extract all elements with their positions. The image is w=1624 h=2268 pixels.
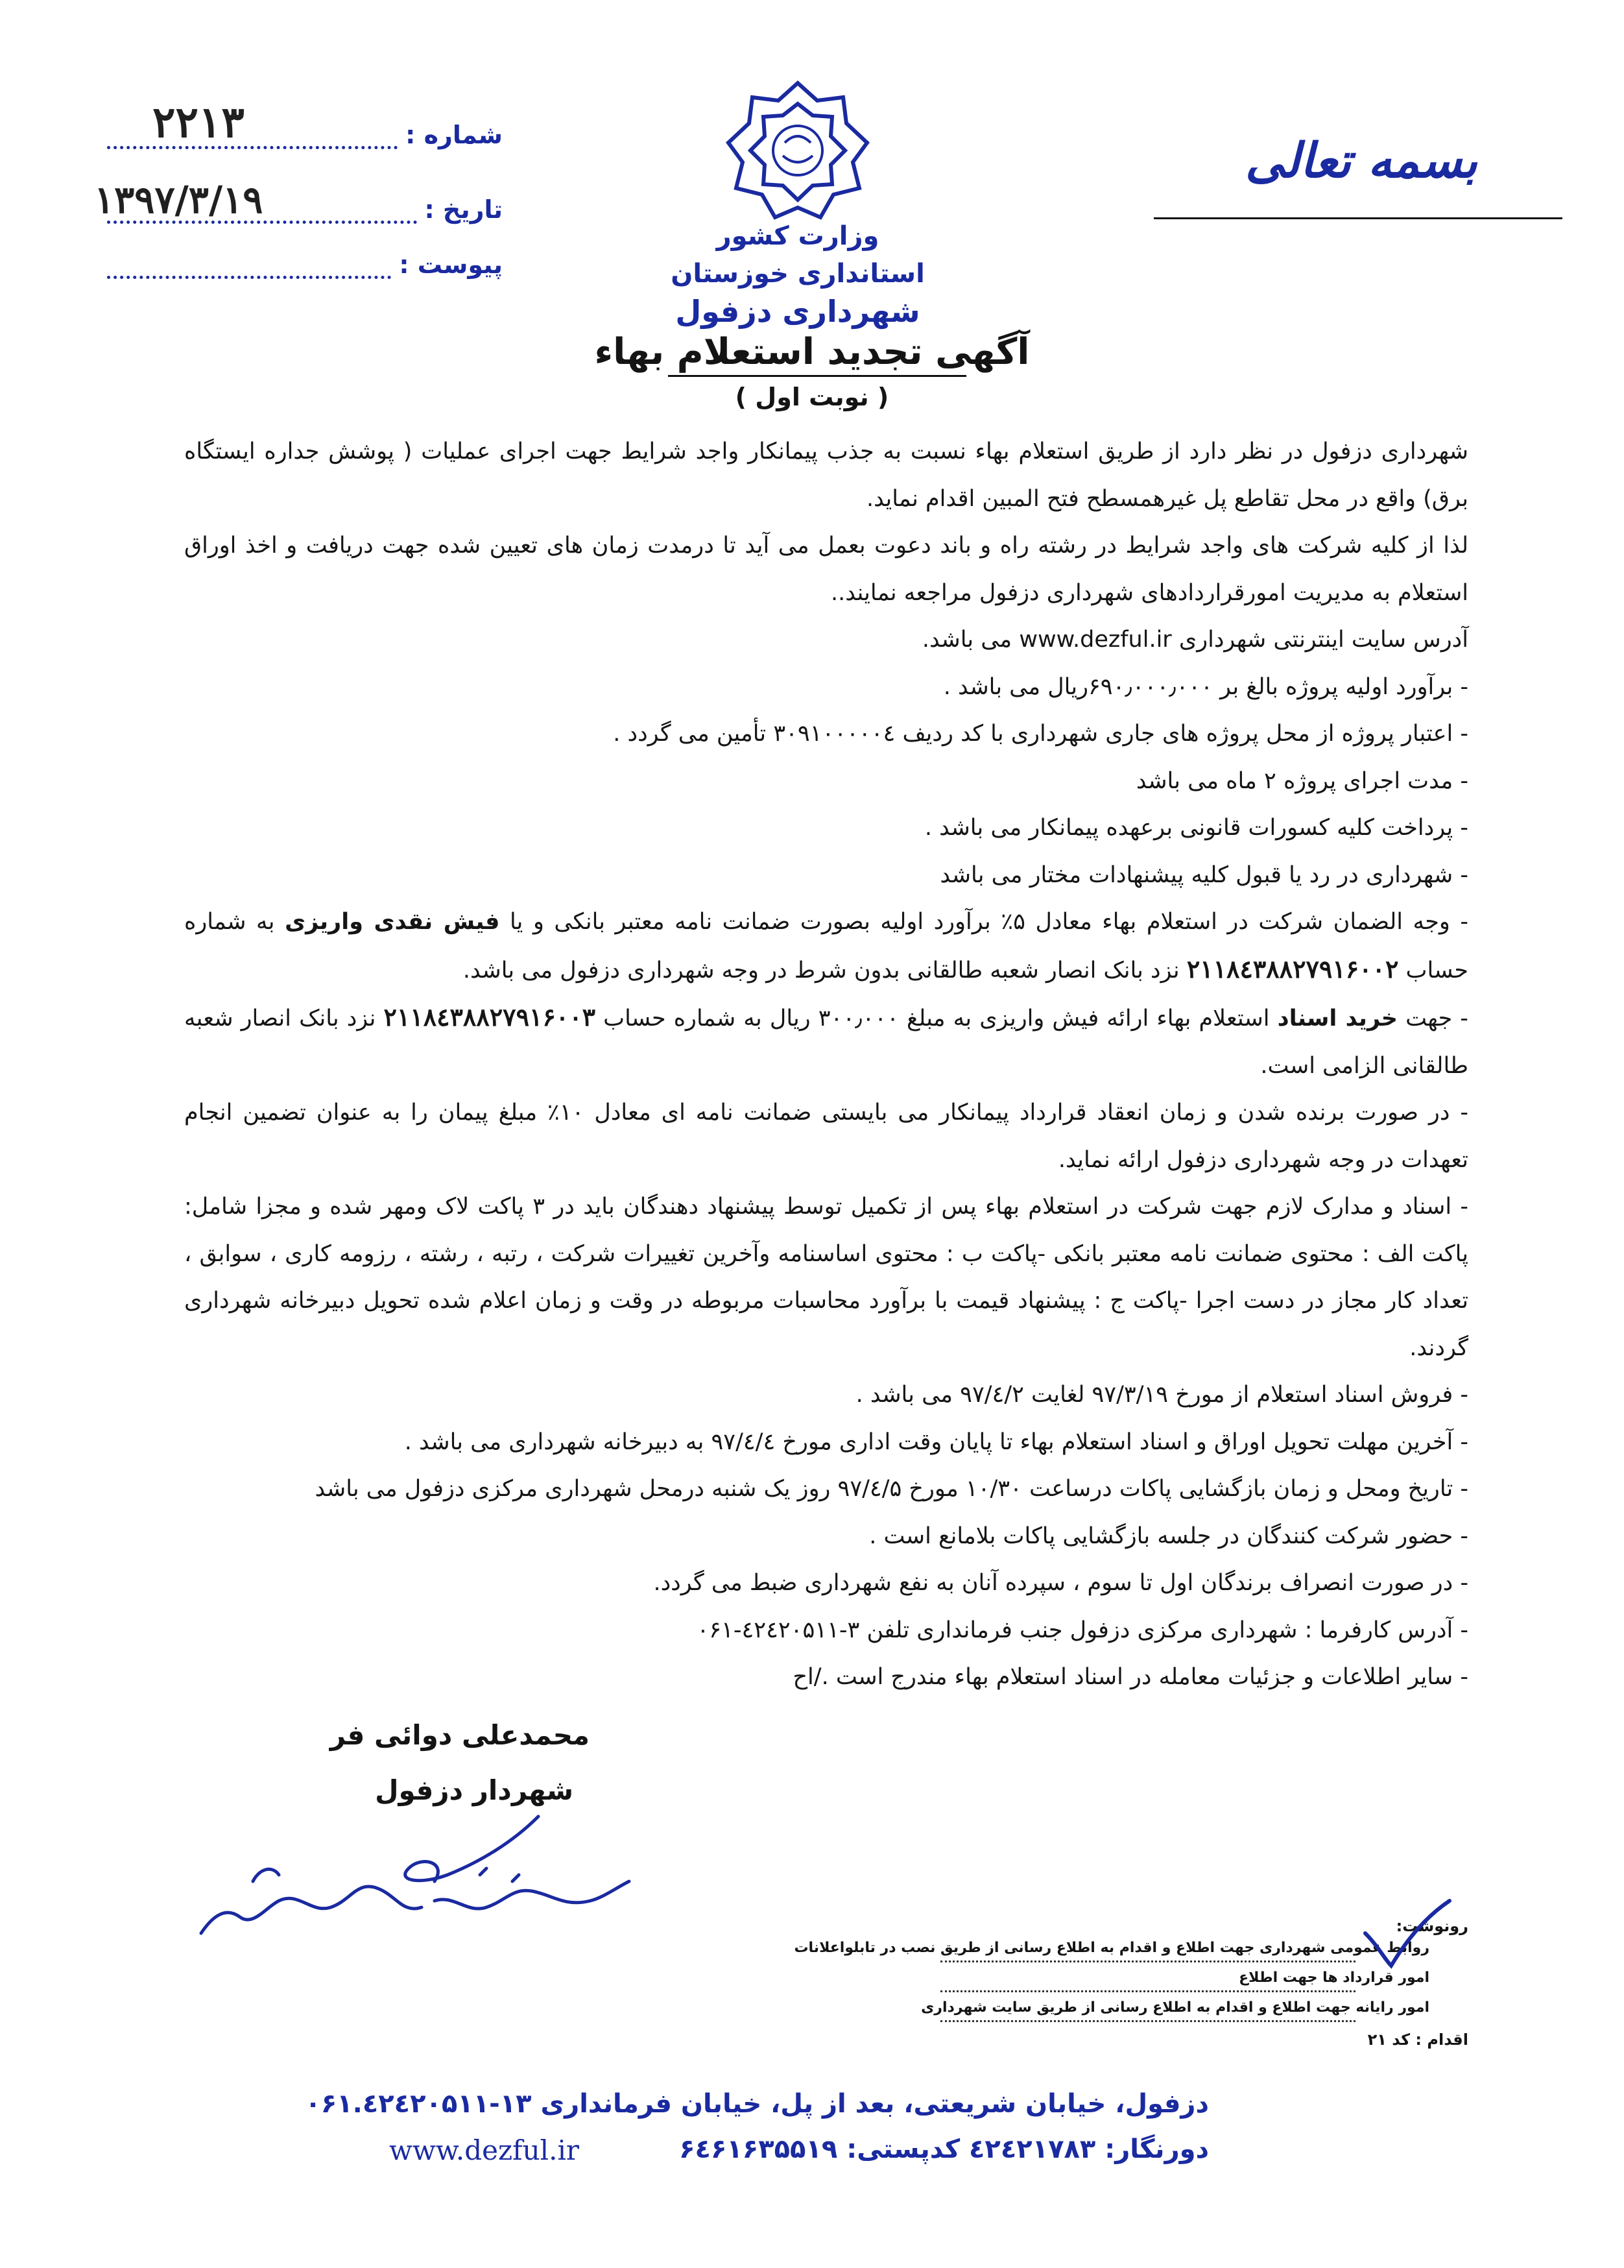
item-opening: - تاریخ ومحل و زمان بازگشایی پاکات درساعت ۱۰/۳۰ مورخ ۹۷/٤/۵ روز یک شنبه درمحل شهرداری مرکزی دزفول می باشد <box>315 1476 1468 1502</box>
footer-address: دزفول، خیابان شریعتی، بعد از پل، خیابان فرمانداری ۱۳-۰۶۱.٤۲٤۲۰۵۱۱ <box>305 2089 1209 2119</box>
date-value: ۱۳۹۷/۳/۱۹ <box>94 178 263 222</box>
item-deductions: - پرداخت کلیه کسورات قانونی برعهده پیمانکار می باشد . <box>924 815 1468 841</box>
item-deadline: - آخرین مهلت تحویل اوراق و اسناد استعلام بهاء تا پایان وقت اداری مورخ ۹۷/٤/٤ به دبیرخانه شهرداری می باشد . <box>404 1429 1468 1455</box>
ministry-name: وزارت کشور <box>716 221 879 251</box>
copy-line-1 <box>940 1960 1355 1962</box>
handwritten-signature-icon <box>175 1804 642 1953</box>
purchase-text-a: - جهت <box>1405 1006 1468 1031</box>
guarantee-text-d: نزد بانک انصار شعبه طالقانی بدون شرط در وجه شهرداری دزفول می باشد. <box>462 957 1180 983</box>
municipality-emblem-icon <box>723 78 872 227</box>
signer-position: شهردار دزفول <box>375 1774 573 1806</box>
notice-title: آگهی تجدید استعلام بهاء <box>594 331 1030 373</box>
attachment-label: پیوست : <box>399 250 503 279</box>
copies-label: رونوشت: <box>1396 1917 1468 1935</box>
signer-name: محمدعلی دوائی فر <box>329 1719 590 1751</box>
guarantee-account-number: ۲۱۱۸٤۳۸۸۲۷۹۱۶۰۰۲ <box>1186 954 1399 983</box>
item-estimate: - برآورد اولیه پروژه بالغ بر ۶۹۰٫۰۰۰٫۰۰۰ریال می باشد . <box>943 673 1468 700</box>
bismillah-underline <box>1154 217 1562 219</box>
attachment-dots <box>107 251 391 279</box>
paragraph-website: آدرس سایت اینترنتی شهرداری www.dezful.ir می باشد. <box>922 627 1468 653</box>
governorate-name: استانداری خوزستان <box>671 259 925 289</box>
copy-item-contracts: امور قرارداد ها جهت اطلاع <box>1239 1970 1429 1986</box>
item-duration: - مدت اجرای پروژه ۲ ماه می باشد <box>1136 767 1468 794</box>
item-sale-period: - فروش اسناد استعلام از مورخ ۹۷/۳/۱۹ لغایت ۹۷/٤/۲ می باشد . <box>855 1382 1468 1408</box>
item-other-info: - سایر اطلاعات و جزئیات معامله در اسناد استعلام بهاء مندرج است ./اح <box>793 1664 1468 1690</box>
action-code: اقدام : کد ۲۱ <box>1367 2031 1468 2049</box>
guarantee-text-a: - وجه الضمان شرکت در استعلام بهاء معادل ۵٪ برآورد اولیه بصورت ضمانت نامه معتبر بانکی و یا <box>510 909 1468 935</box>
notice-round: ( نوبت اول ) <box>735 383 889 411</box>
purchase-account-number: ۲۱۱۸٤۳۸۸۲۷۹۱۶۰۰۳ <box>383 1002 596 1031</box>
item-funding: - اعتبار پروژه از محل پروژه های جاری شهرداری با کد ردیف ۳۰۹۱۰۰۰۰۰٤ تأمین می گردد . <box>613 721 1468 747</box>
attachment-row <box>107 240 503 279</box>
issuer-block <box>584 217 1012 330</box>
number-value: ۲۲۱۳ <box>152 97 245 147</box>
notice-body <box>184 428 1468 1701</box>
item-rights: - شهرداری در رد یا قبول کلیه پیشنهادات مختار می باشد <box>940 862 1468 888</box>
item-purchase-documents <box>184 994 1468 1089</box>
item-withdrawal: - در صورت انصراف برندگان اول تا سوم ، سپرده آنان به نفع شهرداری ضبط می گردد. <box>653 1570 1468 1596</box>
item-attendance: - حضور شرکت کنندگان در جلسه بازگشایی پاکات بلامانع است . <box>869 1523 1468 1549</box>
guarantee-cash-receipt: فیش نقدی واریزی <box>285 909 500 935</box>
guarantee-text-c: به شماره حساب <box>184 909 1468 983</box>
item-performance-bond: - در صورت برنده شدن و زمان انعقاد قرارداد پیمانکار می بایستی ضمانت نامه ای معادل ۱۰٪ مبلغ پیمان را به عنوان تضمین انجام تعهدات در وجه شهرداری دزفول ارائه نماید. <box>184 1100 1468 1173</box>
purchase-text-c: استعلام بهاء ارائه فیش واریزی به مبلغ ۳۰۰٫۰۰۰ ریال به شماره حساب <box>603 1006 1270 1031</box>
municipality-name: شهرداری دزفول <box>675 294 920 329</box>
item-envelopes: - اسناد و مدارک لازم جهت شرکت در استعلام بهاء پس از تکمیل توسط پیشنهاد دهندگان باید در ۳ پاکت لاک ومهر شده و مجزا شامل: پاکت الف : محتوی ضمانت نامه معتبر بانکی -پاکت ب : محتوی اساسنامه وآخرین تغییرات شرکت ، رتبه ، رشته ، رزومه کاری ، سوابق ، تعداد کار مجاز در دست اجرا -پاکت ج : پیشنهاد قیمت با برآورد محاسبات مربوطه در وقت و زمان اعلام شده تحویل دبیرخانه شهرداری گردند. <box>184 1194 1469 1361</box>
paragraph-invitation: لذا از کلیه شرکت های واجد شرایط در رشته راه و باند دعوت بعمل می آید تا درمدت زمان های تعیین شده جهت دریافت و اخذ اوراق استعلام به مدیریت امورقراردادهای شهرداری دزفول مراجعه نمایند.. <box>184 533 1468 606</box>
letter-number-row <box>107 97 503 149</box>
copy-line-3 <box>940 2020 1355 2022</box>
item-guarantee <box>184 899 1468 994</box>
copy-item-public-relations: روابط عمومی شهرداری جهت اطلاع و اقدام به اطلاع رسانی از طریق نصب در تابلواعلانات <box>794 1940 1429 1956</box>
copy-item-it: امور رایانه جهت اطلاع و اقدام به اطلاع رسانی از طریق سایت شهرداری <box>921 1999 1429 2016</box>
footer-website: www.dezful.ir <box>389 2134 579 2166</box>
number-label: شماره : <box>405 121 503 149</box>
letter-date-row <box>94 178 503 224</box>
checkmark-icon <box>1352 1894 1456 1972</box>
purchase-text-d: نزد بانک انصار شعبه طالقانی الزامی است. <box>184 1006 1468 1079</box>
number-dots <box>107 97 398 149</box>
purchase-documents-bold: خرید اسناد <box>1277 1006 1398 1031</box>
date-label: تاریخ : <box>424 195 503 224</box>
paragraph-intro: شهرداری دزفول در نظر دارد از طریق استعلام بهاء نسبت به جذب پیمانکار واجد شرایط جهت اجرای عملیات ( پوشش جداره ایستگاه برق) واقع در محل تقاطع پل غیرهمسطح فتح المبین اقدام نماید. <box>184 439 1468 512</box>
footer-fax-postal: دورنگار: ٤۲٤۲۱۷۸۳ کدپستی: ۶٤۶۱۶۳۵۵۱۹ <box>679 2134 1209 2164</box>
date-dots <box>94 178 417 224</box>
bismillah-heading: بسمه تعالی <box>1245 133 1477 189</box>
copy-line-2 <box>940 1990 1355 1992</box>
item-employer-address: - آدرس کارفرما : شهرداری مرکزی دزفول جنب فرمانداری تلفن ۳-٤۲٤۲۰۵۱۱-۰۶۱ <box>697 1617 1468 1643</box>
title-underline <box>668 375 966 377</box>
